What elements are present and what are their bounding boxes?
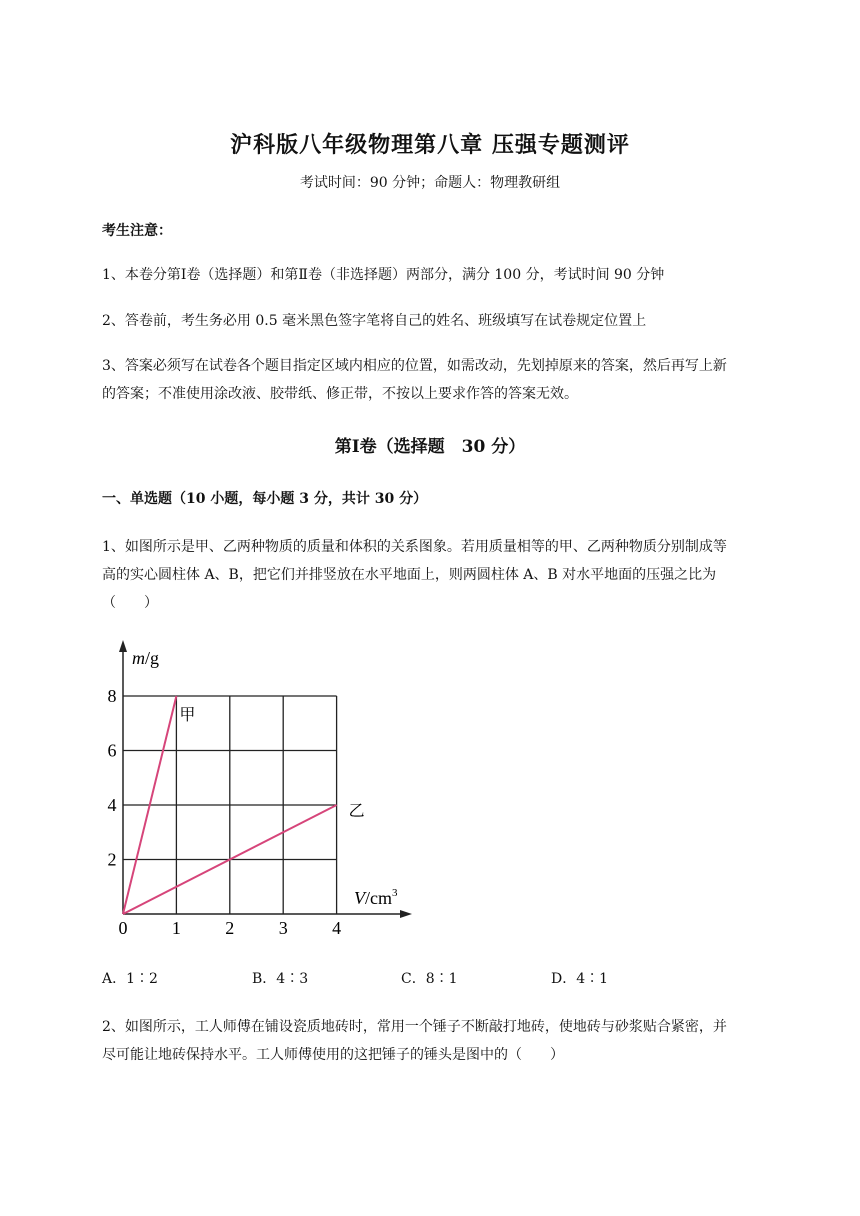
notice-item-3-cont: 的答案；不准使用涂改液、胶带纸、修正带，不按以上要求作答的答案无效。 bbox=[102, 386, 578, 402]
part-title: 一、单选题（10 小题，每小题 3 分，共计 30 分） bbox=[102, 491, 428, 507]
q1-option-a[interactable]: A．1∶2 bbox=[102, 971, 158, 987]
series-label-2: 乙 bbox=[348, 803, 365, 820]
q1-option-b[interactable]: B．4∶3 bbox=[252, 971, 309, 987]
section-title: 第Ⅰ卷（选择题 30 分） bbox=[334, 437, 526, 457]
y-axis-arrow bbox=[119, 640, 127, 652]
x-axis-arrow bbox=[400, 910, 412, 918]
x-tick-label-1: 1 bbox=[171, 918, 181, 938]
chart-axes bbox=[119, 640, 412, 918]
q1-line-1: 1、如图所示是甲、乙两种物质的质量和体积的关系图象。若用质量相等的甲、乙两种物质分别制成等 bbox=[102, 539, 727, 555]
q1-line-3: （ ） bbox=[102, 595, 158, 611]
notice-heading: 考生注意： bbox=[102, 223, 172, 239]
x-axis-label: $V/cm^3$ bbox=[354, 887, 398, 908]
y-tick-label-2: 2 bbox=[107, 849, 117, 870]
q2-line-1: 2、如图所示，工人师傅在铺设瓷质地砖时，常用一个锤子不断敲打地砖，使地砖与砂浆贴合紧密，并 bbox=[102, 1019, 727, 1035]
y-axis-label: m/g bbox=[132, 648, 160, 668]
exam-subtitle: 考试时间：90 分钟；命题人：物理教研组 bbox=[299, 175, 561, 191]
notice-item-3: 3、答案必须写在试卷各个题目指定区域内相应的位置，如需改动，先划掉原来的答案，然后再写上新 bbox=[102, 358, 727, 374]
q2-line-2: 尽可能让地砖保持水平。工人师傅使用的这把锤子的锤头是图中的（ ） bbox=[102, 1047, 564, 1063]
page-title: 沪科版八年级物理第八章 压强专题测评 bbox=[230, 132, 630, 158]
x-tick-label-3: 3 bbox=[278, 918, 288, 938]
y-tick-label-8: 8 bbox=[107, 686, 117, 706]
chart-labels bbox=[108, 648, 399, 938]
series-label-1: 甲 bbox=[179, 707, 196, 724]
q1-option-c[interactable]: C．8∶1 bbox=[401, 971, 458, 987]
y-tick-label-6: 6 bbox=[107, 740, 117, 761]
y-tick-label-4: 4 bbox=[107, 795, 117, 815]
notice-item-1: 1、本卷分第Ⅰ卷（选择题）和第Ⅱ卷（非选择题）两部分，满分 100 分，考试时间 90 分钟 bbox=[102, 267, 665, 283]
x-tick-label-2: 2 bbox=[225, 918, 235, 938]
mass-volume-chart bbox=[90, 636, 420, 946]
chart-grid bbox=[123, 696, 337, 914]
q1-line-2: 高的实心圆柱体 A、B，把它们并排竖放在水平地面上，则两圆柱体 A、B 对水平地面的压强之比为 bbox=[102, 567, 717, 583]
q1-option-d[interactable]: D．4∶1 bbox=[551, 971, 609, 987]
x-tick-label-4: 4 bbox=[332, 918, 342, 938]
origin-label: 0 bbox=[118, 918, 128, 938]
notice-item-2: 2、答卷前，考生务必用 0.5 毫米黑色签字笔将自己的姓名、班级填写在试卷规定位置上 bbox=[102, 313, 647, 329]
